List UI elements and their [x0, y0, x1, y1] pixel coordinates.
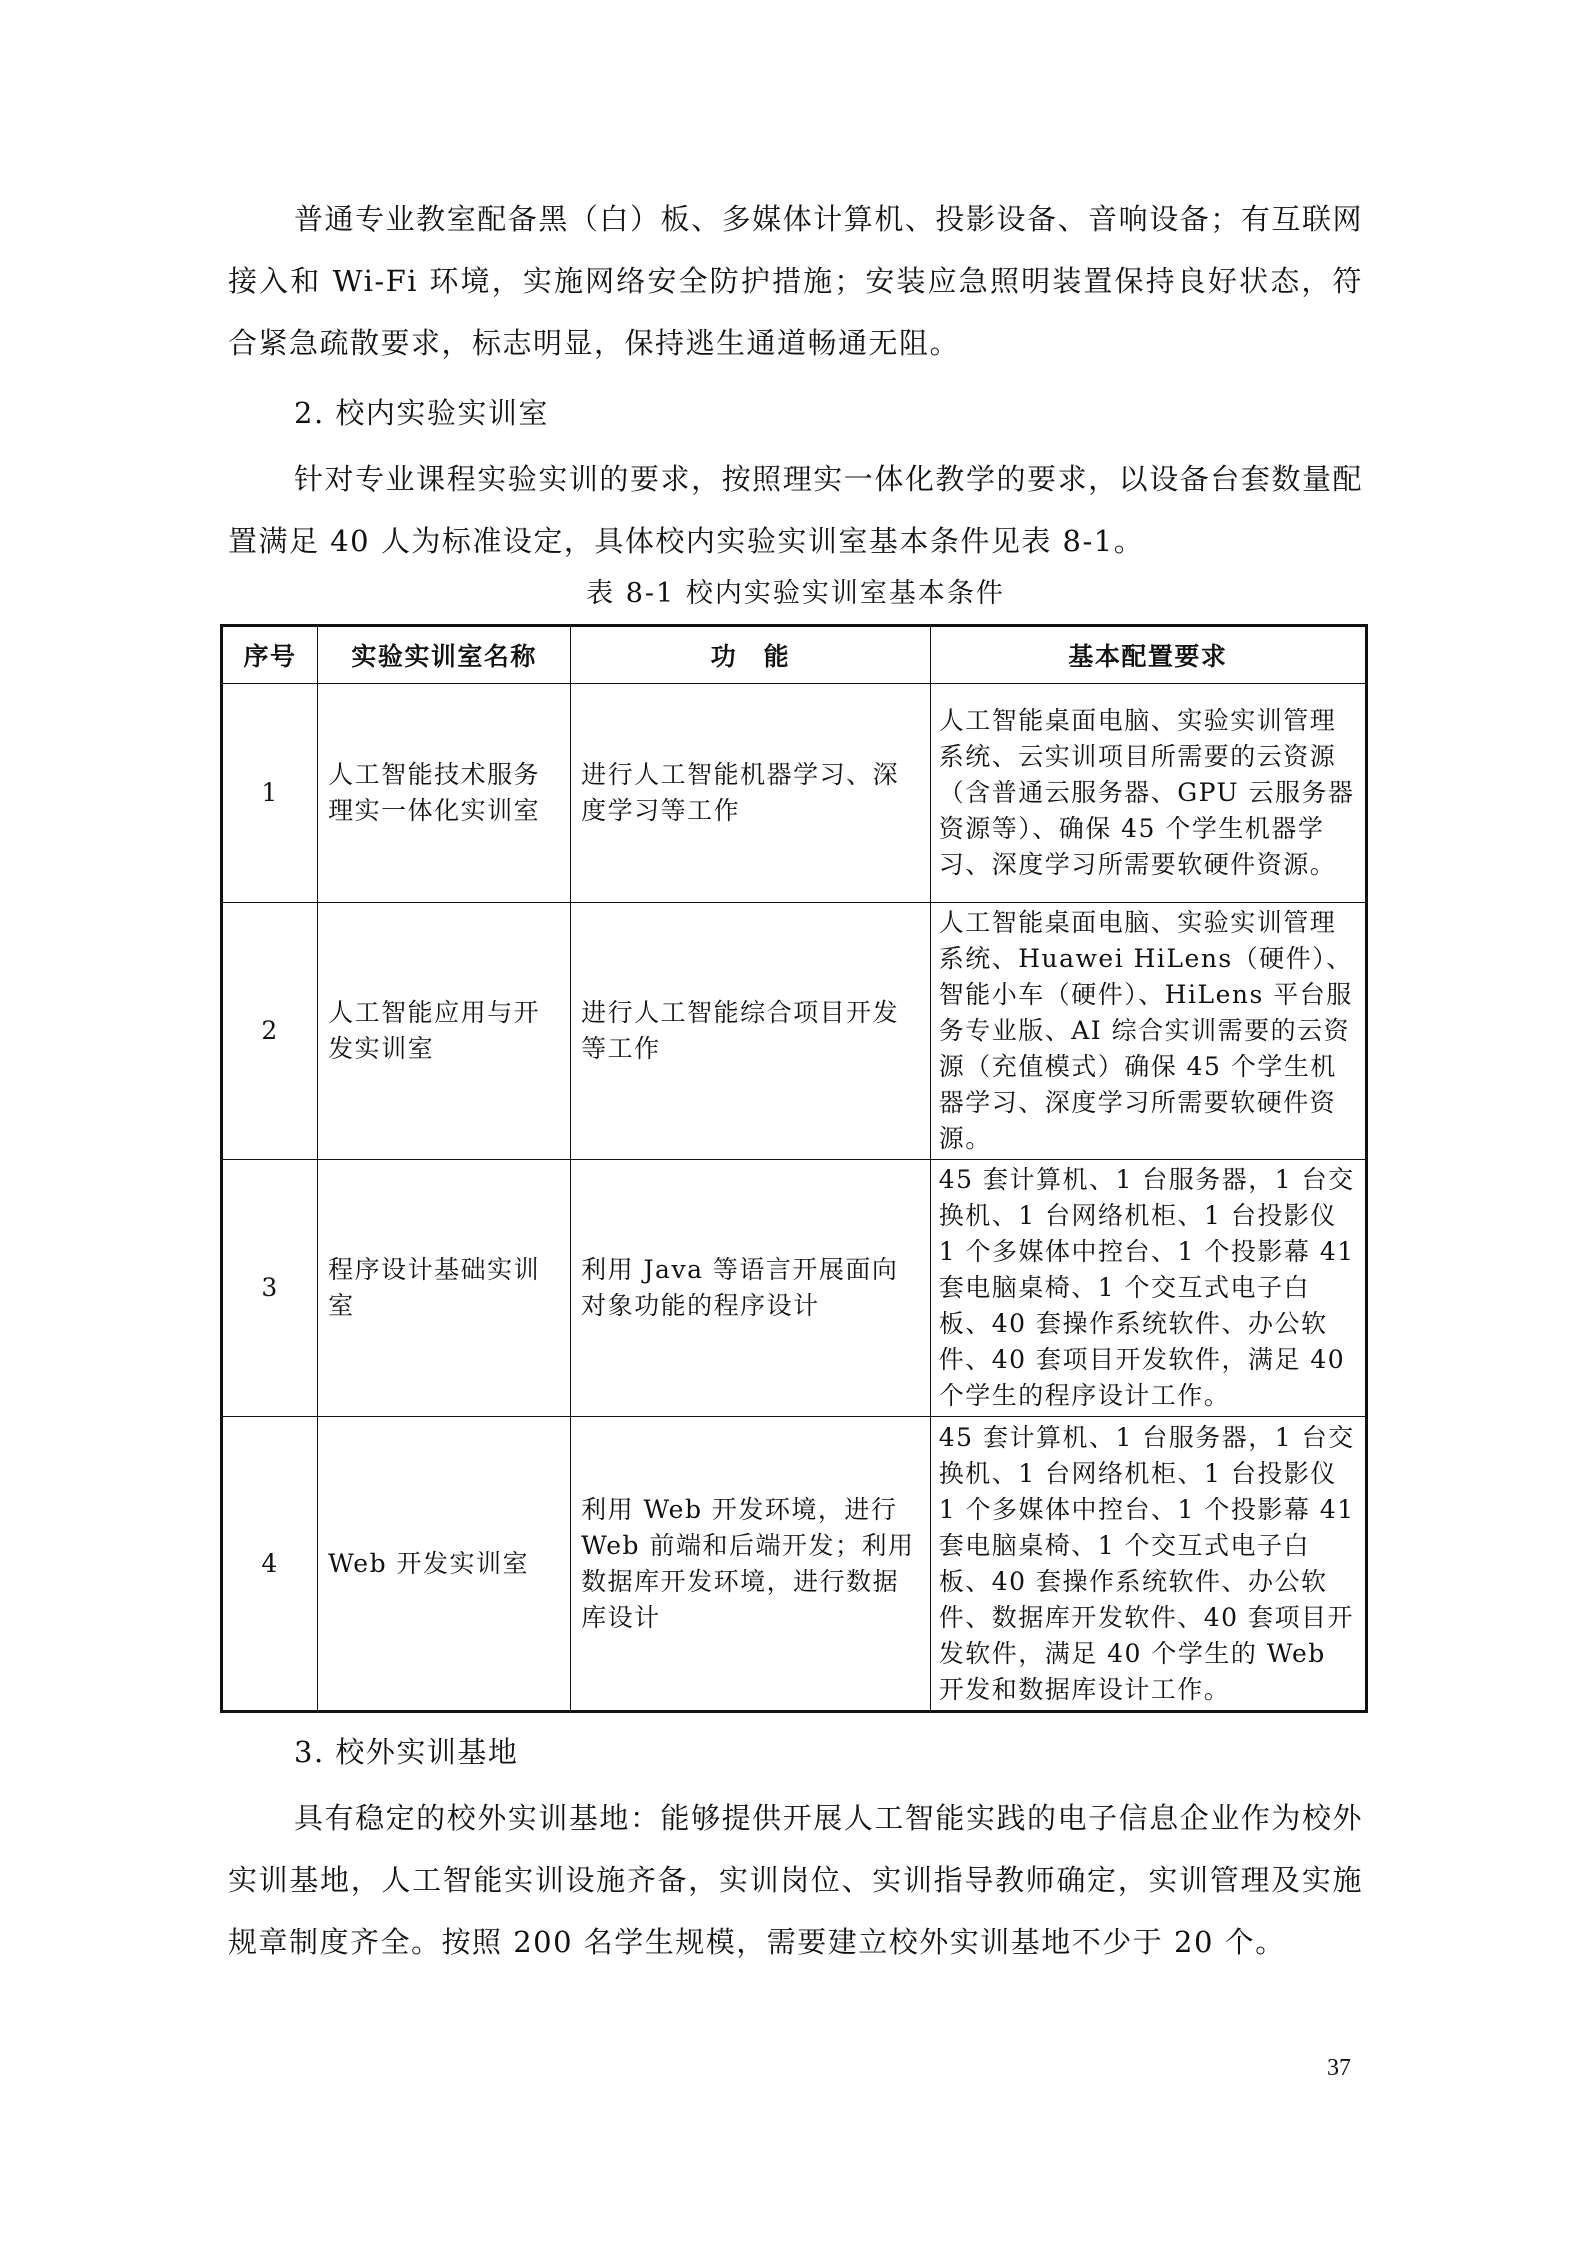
section-heading-off-campus-base: 3. 校外实训基地	[294, 1735, 519, 1769]
page-content	[228, 188, 1363, 1973]
table-row	[222, 903, 1367, 1160]
cell-function: 利用 Web 开发环境，进行 Web 前端和后端开发；利用数据库开发环境，进行数据库设计	[571, 1417, 931, 1712]
cell-requirements: 人工智能桌面电脑、实验实训管理系统、Huawei HiLens（硬件）、智能小车（硬件）、HiLens 平台服务专业版、AI 综合实训需要的云资源（充值模式）确保 45 个学生机器学习、深度学习所需要软硬件资源。	[930, 903, 1366, 1160]
on-campus-labs-paragraph: 针对专业课程实验实训的要求，按照理实一体化教学的要求，以设备台套数量配置满足 40 人为标准设定，具体校内实验实训室基本条件见表 8-1。	[228, 462, 1363, 558]
cell-no: 2	[222, 903, 318, 1160]
section-heading-on-campus-labs: 2. 校内实验实训室	[294, 396, 549, 430]
cell-requirements: 人工智能桌面电脑、实验实训管理系统、云实训项目所需要的云资源（含普通云服务器、GPU 云服务器资源等）、确保 45 个学生机器学习、深度学习所需要软硬件资源。	[930, 684, 1366, 903]
cell-name: 人工智能技术服务理实一体化实训室	[318, 684, 571, 903]
cell-no: 3	[222, 1160, 318, 1417]
cell-name: 人工智能应用与开发实训室	[318, 903, 571, 1160]
cell-function: 利用 Java 等语言开展面向对象功能的程序设计	[571, 1160, 931, 1417]
cell-name: Web 开发实训室	[318, 1417, 571, 1712]
lab-conditions-table	[220, 624, 1368, 1713]
table-header-row	[222, 626, 1367, 684]
cell-function: 进行人工智能综合项目开发等工作	[571, 903, 931, 1160]
page-number: 37	[1327, 2055, 1351, 2081]
cell-name: 程序设计基础实训室	[318, 1160, 571, 1417]
header-cell-name: 实验实训室名称	[318, 626, 571, 684]
off-campus-base-paragraph: 具有稳定的校外实训基地：能够提供开展人工智能实践的电子信息企业作为校外实训基地，人工智能实训设施齐备，实训岗位、实训指导教师确定，实训管理及实施规章制度齐全。按照 200 名学生规模，需要建立校外实训基地不少于 20 个。	[228, 1801, 1363, 1959]
header-cell-requirements: 基本配置要求	[930, 626, 1366, 684]
cell-requirements: 45 套计算机、1 台服务器，1 台交换机、1 台网络机柜、1 台投影仪 1 个多媒体中控台、1 个投影幕 41 套电脑桌椅、1 个交互式电子白板、40 套操作系统软件、办公软件、40 套项目开发软件，满足 40 个学生的程序设计工作。	[930, 1160, 1366, 1417]
table-caption: 表 8-1 校内实验实训室基本条件	[586, 578, 1005, 609]
cell-requirements: 45 套计算机、1 台服务器，1 台交换机、1 台网络机柜、1 台投影仪 1 个多媒体中控台、1 个投影幕 41 套电脑桌椅、1 个交互式电子白板、40 套操作系统软件、办公软件、数据库开发软件、40 套项目开发软件，满足 40 个学生的 Web 开发和数据库设计工作。	[930, 1417, 1366, 1712]
cell-no: 1	[222, 684, 318, 903]
header-cell-no: 序号	[222, 626, 318, 684]
table-row	[222, 684, 1367, 903]
cell-no: 4	[222, 1417, 318, 1712]
table-row	[222, 1160, 1367, 1417]
intro-paragraph: 普通专业教室配备黑（白）板、多媒体计算机、投影设备、音响设备；有互联网接入和 Wi-Fi 环境，实施网络安全防护措施；安装应急照明装置保持良好状态，符合紧急疏散要求，标志明显，保持逃生通道畅通无阻。	[228, 202, 1363, 360]
header-cell-function: 功 能	[571, 626, 931, 684]
table-row	[222, 1417, 1367, 1712]
cell-function: 进行人工智能机器学习、深度学习等工作	[571, 684, 931, 903]
